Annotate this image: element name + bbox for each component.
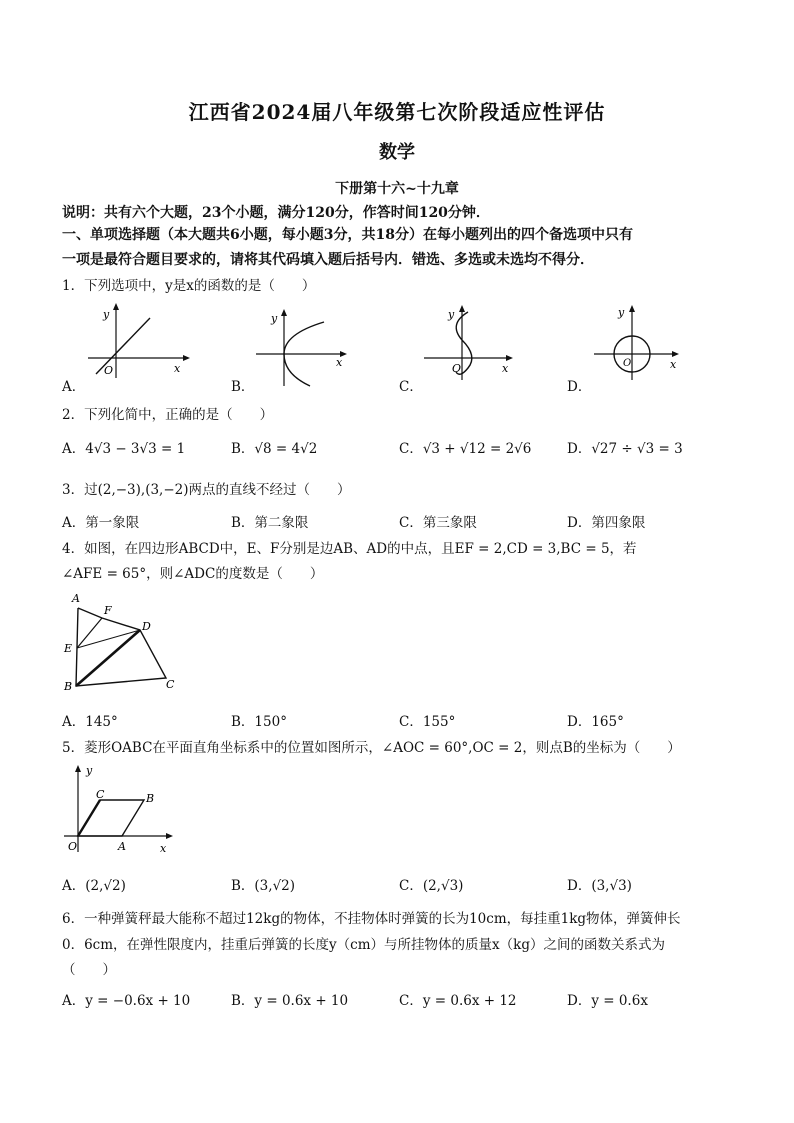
q2-option-d: D．√27 ÷ √3 = 3 xyxy=(567,441,683,457)
q4-label-c: C xyxy=(166,678,175,691)
q6-stem-line1: 6．一种弹簧秤最大能称不超过12kg的物体，不挂物体时弹簧的长为10cm，每挂重1kg物体，弹簧伸长 xyxy=(62,911,681,927)
q5-option-a: A．(2,√2) xyxy=(62,878,126,894)
instructions: 说明：共有六个大题，23个小题，满分120分，作答时间120分钟． xyxy=(62,205,490,221)
q4-label-b: B xyxy=(64,680,73,693)
q5-option-b: B．(3,√2) xyxy=(231,878,296,894)
q5-y-label: y xyxy=(86,764,93,777)
q1b-x-label: x xyxy=(336,356,343,369)
q6-stem-line3: （ ） xyxy=(62,962,116,978)
chapter-range: 下册第十六~十九章 xyxy=(335,181,459,197)
q4-option-b: B．150° xyxy=(231,714,287,730)
section1-heading-line2: 一项是最符合题目要求的，请将其代码填入题后括号内．错选、多选或未选均不得分． xyxy=(62,252,594,268)
q5-option-c: C．(2,√3) xyxy=(399,878,464,894)
q3-option-b: B．第二象限 xyxy=(231,515,309,531)
q4-stem-line1: 4．如图，在四边形ABCD中，E、F分别是边AB、AD的中点，且EF = 2,CD = 3,BC = 5，若 xyxy=(62,541,637,557)
subject-title: 数学 xyxy=(379,142,415,163)
q6-option-c: C．y = 0.6x + 12 xyxy=(399,993,517,1009)
q1-option-c: C． xyxy=(399,379,423,395)
q6-option-a: A．y = −0.6x + 10 xyxy=(62,993,191,1009)
q1-graph-a xyxy=(86,300,196,380)
q4-figure xyxy=(60,586,190,696)
q1-graph-c xyxy=(422,302,522,382)
q4-label-e: E xyxy=(64,642,73,655)
q5-figure xyxy=(60,760,180,860)
q6-option-d: D．y = 0.6x xyxy=(567,993,648,1009)
q5-label-a: A xyxy=(118,840,126,853)
section1-heading-line1: 一、单项选择题（本大题共6小题，每小题3分，共18分）在每小题列出的四个备选项中只有 xyxy=(62,227,633,243)
q1a-y-label: y xyxy=(103,308,110,321)
q4-option-a: A．145° xyxy=(62,714,118,730)
q1c-origin-label: O xyxy=(452,362,462,375)
q1d-y-label: y xyxy=(618,306,625,319)
q3-stem: 3．过(2,−3),(3,−2)两点的直线不经过（ ） xyxy=(62,482,351,498)
q1a-origin-label: O xyxy=(104,364,114,377)
q3-option-d: D．第四象限 xyxy=(567,515,646,531)
q1-option-b: B． xyxy=(231,379,255,395)
q5-label-b: B xyxy=(146,792,155,805)
q5-x-label: x xyxy=(160,842,167,855)
q1-option-d: D． xyxy=(567,379,592,395)
q4-option-d: D．165° xyxy=(567,714,624,730)
q2-option-b: B．√8 = 4√2 xyxy=(231,441,318,457)
q4-label-f: F xyxy=(104,604,112,617)
exam-title: 江西省2024届八年级第七次阶段适应性评估 xyxy=(188,100,606,124)
q5-option-d: D．(3,√3) xyxy=(567,878,632,894)
q3-option-a: A．第一象限 xyxy=(62,515,140,531)
q2-option-a: A．4√3 − 3√3 = 1 xyxy=(62,441,186,457)
q5-origin-label: O xyxy=(68,840,78,853)
q2-option-c: C．√3 + √12 = 2√6 xyxy=(399,441,532,457)
q5-stem: 5．菱形OABC在平面直角坐标系中的位置如图所示，∠AOC = 60°,OC = 2，则点B的坐标为（ ） xyxy=(62,740,681,756)
q5-label-c: C xyxy=(96,788,105,801)
q6-stem-line2: 0．6cm，在弹性限度内，挂重后弹簧的长度y（cm）与所挂物体的质量x（kg）之间的函数关系式为 xyxy=(62,937,665,953)
q6-option-b: B．y = 0.6x + 10 xyxy=(231,993,349,1009)
q1d-x-label: x xyxy=(670,358,677,371)
q1c-y-label: y xyxy=(448,308,455,321)
q1-graph-b xyxy=(254,304,354,388)
q1-stem: 1．下列选项中，y是x的函数的是（ ） xyxy=(62,278,316,294)
q1c-x-label: x xyxy=(502,362,509,375)
q1b-y-label: y xyxy=(271,312,278,325)
q4-label-a: A xyxy=(72,592,80,605)
q4-label-d: D xyxy=(142,620,151,633)
q1d-origin-label: O xyxy=(623,358,632,369)
q4-stem-line2: ∠AFE = 65°，则∠ADC的度数是（ ） xyxy=(62,566,324,582)
q1-graph-d xyxy=(592,302,688,382)
q1-option-a: A． xyxy=(62,379,86,395)
q2-stem: 2．下列化简中，正确的是（ ） xyxy=(62,407,274,423)
q3-option-c: C．第三象限 xyxy=(399,515,477,531)
q1a-x-label: x xyxy=(174,362,181,375)
q4-option-c: C．155° xyxy=(399,714,456,730)
